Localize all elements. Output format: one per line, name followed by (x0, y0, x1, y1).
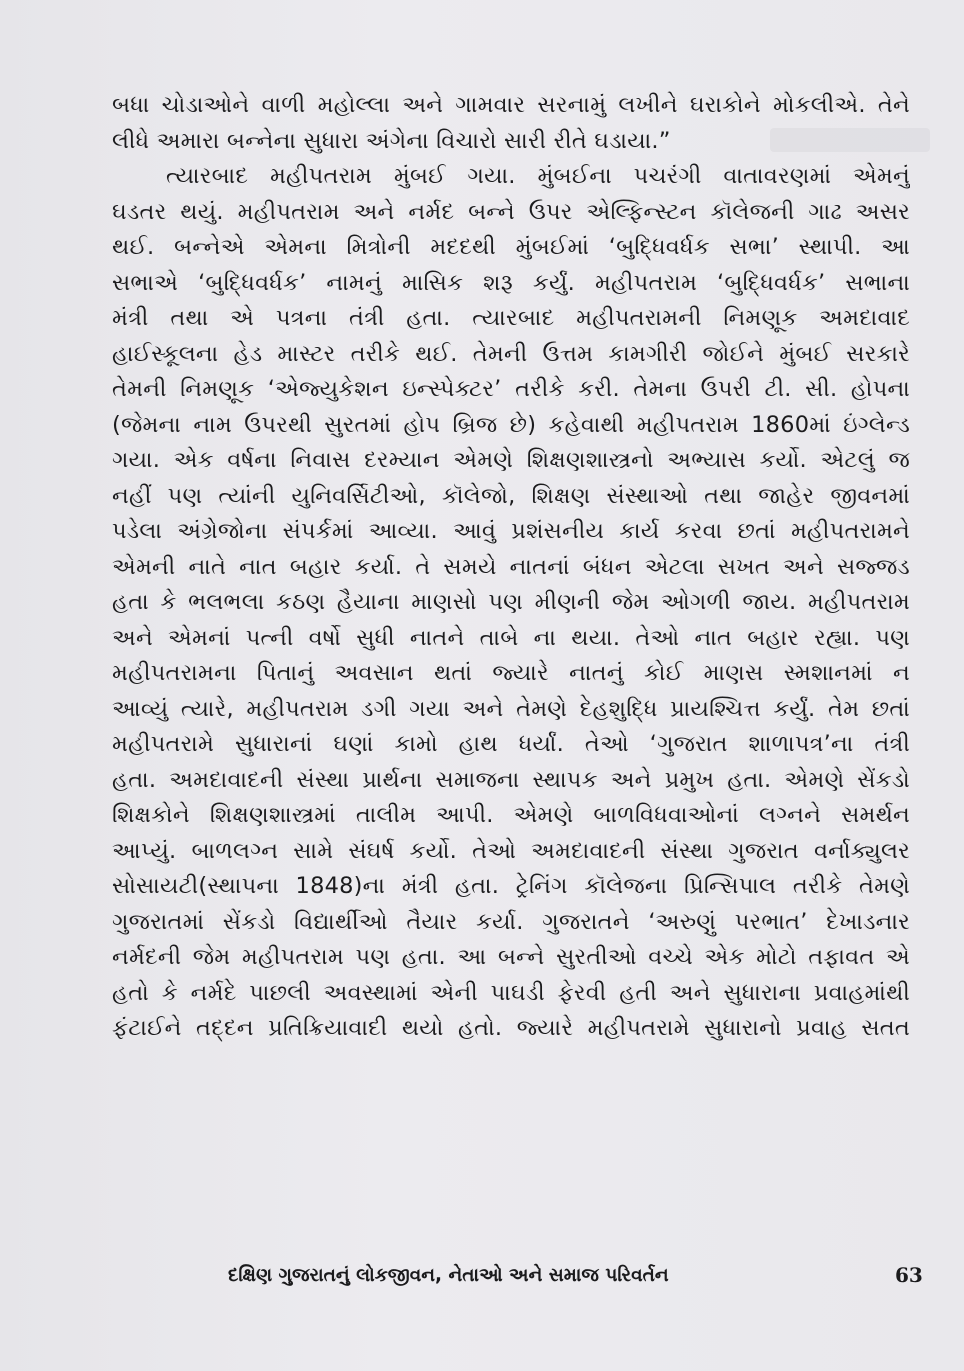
footer-book-title: દક્ષિણ ગુજરાતનું લોકજીવન, નેતાઓ અને સમાજ પરિવર્તન (228, 1265, 669, 1286)
text-line: લીધે અમારા બન્નેના સુધારા અંગેના વિચારો સારી રીતે ઘડાયા.” (112, 127, 671, 154)
text-line: સોસાયટી(સ્થાપના 1848)ના મંત્રી હતા. ટ્રેનિંગ કૉલેજના પ્રિન્સિપાલ તરીકે તેમણે (112, 873, 910, 899)
text-line: તેમની નિમણૂક ‘એજ્યુકેશન ઇન્સ્પેક્ટર’ તરીકે કરી. તેમના ઉપરી ટી. સી. હોપના (112, 376, 910, 402)
text-line: પડેલા અંગ્રેજોના સંપર્કમાં આવ્યા. આવું પ્રશંસનીય કાર્ય કરવા છતાં મહીપતરામને (112, 518, 910, 544)
text-line: મહીપતરામના પિતાનું અવસાન થતાં જ્યારે નાતનું કોઈ માણસ સ્મશાનમાં ન (112, 660, 910, 686)
text-line: આપ્યું. બાળલગ્ન સામે સંઘર્ષ કર્યો. તેઓ અમદાવાદની સંસ્થા ગુજરાત વર્નાક્યુલર (112, 837, 910, 864)
text-line: સભાએ ‘બુદ્ધિવર્ધક’ નામનું માસિક શરૂ કર્યું. મહીપતરામ ‘બુદ્ધિવર્ધક’ સભાના (112, 269, 910, 296)
text-line: ત્યારબાદ મહીપતરામ મુંબઈ ગયા. મુંબઈના પચરંગી વાતાવરણમાં એમનું (166, 163, 910, 189)
text-line: અને એમનાં પત્ની વર્ષો સુધી નાતને તાબે ના થયા. તેઓ નાત બહાર રહ્યા. પણ (112, 624, 910, 651)
text-line: હતા કે ભલભલા કઠણ હૈયાના માણસો પણ મીણની જેમ ઓગળી જાય. મહીપતરામ (112, 589, 910, 615)
body-text (112, 88, 910, 1047)
text-line: નહીં પણ ત્યાંની યુનિવર્સિટીઓ, કૉલેજો, શિક્ષણ સંસ્થાઓ તથા જાહેર જીવનમાં (112, 482, 910, 509)
text-line: ગયા. એક વર્ષના નિવાસ દરમ્યાન એમણે શિક્ષણશાસ્ત્રનો અભ્યાસ કર્યો. એટલું જ (112, 447, 910, 473)
text-line: નર્મદની જેમ મહીપતરામ પણ હતા. આ બન્ને સુરતીઓ વચ્ચે એક મોટો તફાવત એ (112, 944, 910, 970)
text-line: થઈ. બન્નેએ એમના મિત્રોની મદદથી મુંબઈમાં ‘બુદ્ધિવર્ધક સભા’ સ્થાપી. આ (112, 234, 910, 260)
text-line: એમની નાતે નાત બહાર કર્યા. તે સમયે નાતનાં બંધન એટલા સખત અને સજ્જડ (112, 553, 910, 580)
text-line: હતો કે નર્મદે પાછલી અવસ્થામાં એની પાઘડી ફેરવી હતી અને સુધારાના પ્રવાહમાંથી (112, 979, 910, 1006)
text-line: મહીપતરામે સુધારાનાં ઘણાં કામો હાથ ધર્યાં. તેઓ ‘ગુજરાત શાળાપત્ર’ના તંત્રી (112, 731, 910, 757)
text-line: શિક્ષકોને શિક્ષણશાસ્ત્રમાં તાલીમ આપી. એમણે બાળવિધવાઓનાં લગ્નને સમર્થન (112, 802, 910, 828)
text-line: ફંટાઈને તદ્દન પ્રતિક્રિયાવાદી થયો હતો. જ્યારે મહીપતરામે સુધારાનો પ્રવાહ સતત (112, 1015, 910, 1041)
text-line: ગુજરાતમાં સેંકડો વિદ્યાર્થીઓ તૈયાર કર્યા. ગુજરાતને ‘અરુણું પરભાત’ દેખાડનાર (112, 908, 910, 935)
text-line: આવ્યું ત્યારે, મહીપતરામ ડગી ગયા અને તેમણે દેહશુદ્ધિ પ્રાયશ્ચિત્ત કર્યું. તેમ છતાં (112, 695, 910, 722)
text-line: હતા. અમદાવાદની સંસ્થા પ્રાર્થના સમાજના સ્થાપક અને પ્રમુખ હતા. એમણે સેંકડો (112, 766, 910, 793)
text-line: હાઈસ્કૂલના હેડ માસ્ટર તરીકે થઈ. તેમની ઉત્તમ કામગીરી જોઈને મુંબઈ સરકારે (112, 340, 910, 367)
text-line: મંત્રી તથા એ પત્રના તંત્રી હતા. ત્યારબાદ મહીપતરામની નિમણૂક અમદાવાદ (112, 305, 910, 331)
text-line: બધા ચોડાઓને વાળી મહોલ્લા અને ગામવાર સરનામું લખીને ઘરાકોને મોકલીએ. તેને (112, 92, 910, 118)
page-number: 63 (895, 1263, 923, 1287)
text-line: ઘડતર થયું. મહીપતરામ અને નર્મદ બન્ને ઉપર એલ્ફિન્સ્ટન કૉલેજની ગાઢ અસર (112, 198, 910, 225)
text-line: (જેમના નામ ઉપરથી સુરતમાં હોપ બ્રિજ છે) કહેવાથી મહીપતરામ 1860માં ઇંગ્લેન્ડ (112, 411, 910, 438)
